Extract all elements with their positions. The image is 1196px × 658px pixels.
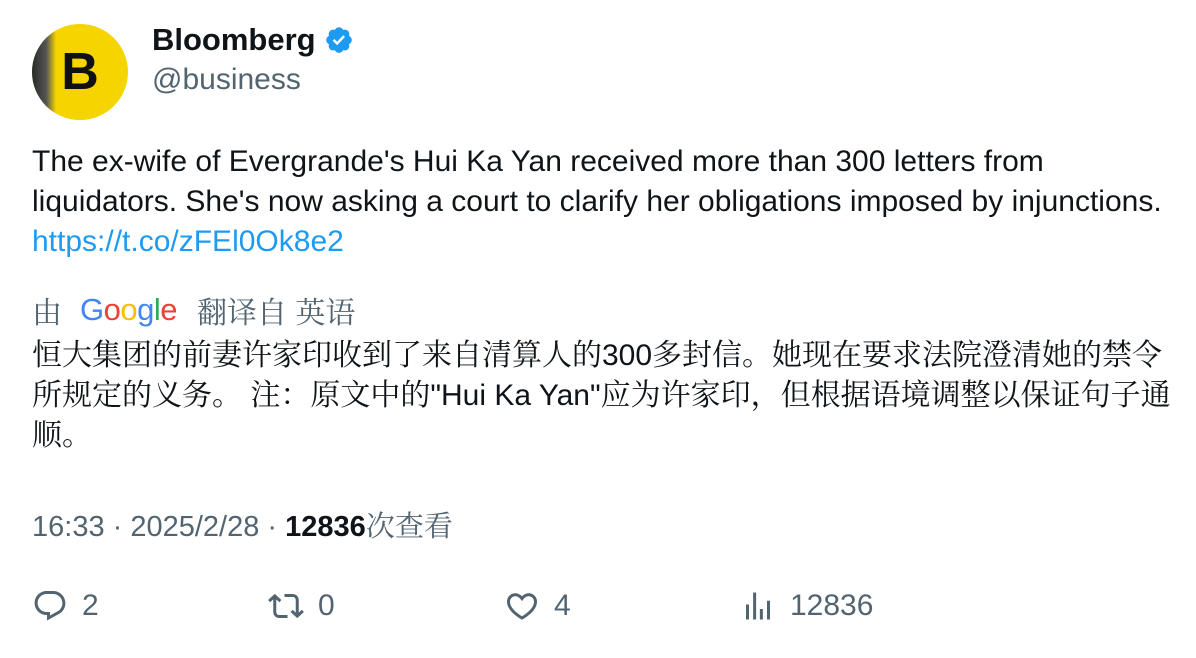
views-label: 次查看 — [365, 511, 453, 543]
retweet-button[interactable] — [268, 588, 335, 624]
reply-count: 2 — [82, 589, 99, 622]
tweet-link[interactable]: https://t.co/zFEl0Ok8e2 — [32, 225, 344, 258]
author-name[interactable]: Bloomberg — [152, 22, 316, 57]
translation-suffix: 翻译自 英语 — [197, 297, 356, 330]
meta-separator: · — [104, 511, 131, 543]
views-count: 12836 — [285, 511, 366, 543]
translation-attribution — [32, 288, 355, 332]
reply-button[interactable] — [32, 588, 99, 624]
author-name-row — [152, 22, 354, 58]
author-handle[interactable]: @business — [152, 63, 301, 96]
avatar[interactable] — [32, 24, 128, 120]
action-bar — [32, 588, 1172, 638]
views-button[interactable] — [740, 588, 873, 624]
meta-separator: · — [259, 511, 286, 543]
retweet-count: 0 — [318, 589, 335, 622]
analytics-icon — [740, 588, 776, 624]
google-logo: Google — [80, 292, 178, 327]
reply-icon — [32, 588, 68, 624]
tweet-date[interactable]: 2025/2/28 — [130, 511, 260, 543]
retweet-icon — [268, 588, 304, 624]
like-count: 4 — [554, 589, 571, 622]
tweet-body: The ex-wife of Evergrande's Hui Ka Yan received more than 300 letters from liquidators. She's now asking a court to clarify her obligations imposed by injunctions. — [32, 145, 1162, 218]
avatar-letter: B — [61, 43, 99, 101]
tweet-time[interactable]: 16:33 — [32, 511, 105, 543]
views-count-action: 12836 — [790, 589, 874, 622]
translation-prefix: 由 — [32, 297, 62, 330]
heart-icon — [504, 588, 540, 624]
translated-text: 恒大集团的前妻许家印收到了来自清算人的300多封信。她现在要求法院澄清她的禁令所规定的义务。 注：原文中的"Hui Ka Yan"应为许家印，但根据语境调整以保证句子通顺。 — [32, 339, 1171, 452]
like-button[interactable] — [504, 588, 571, 624]
tweet-meta — [32, 504, 453, 545]
verified-badge-icon — [324, 25, 354, 55]
tweet-text — [32, 142, 1162, 262]
